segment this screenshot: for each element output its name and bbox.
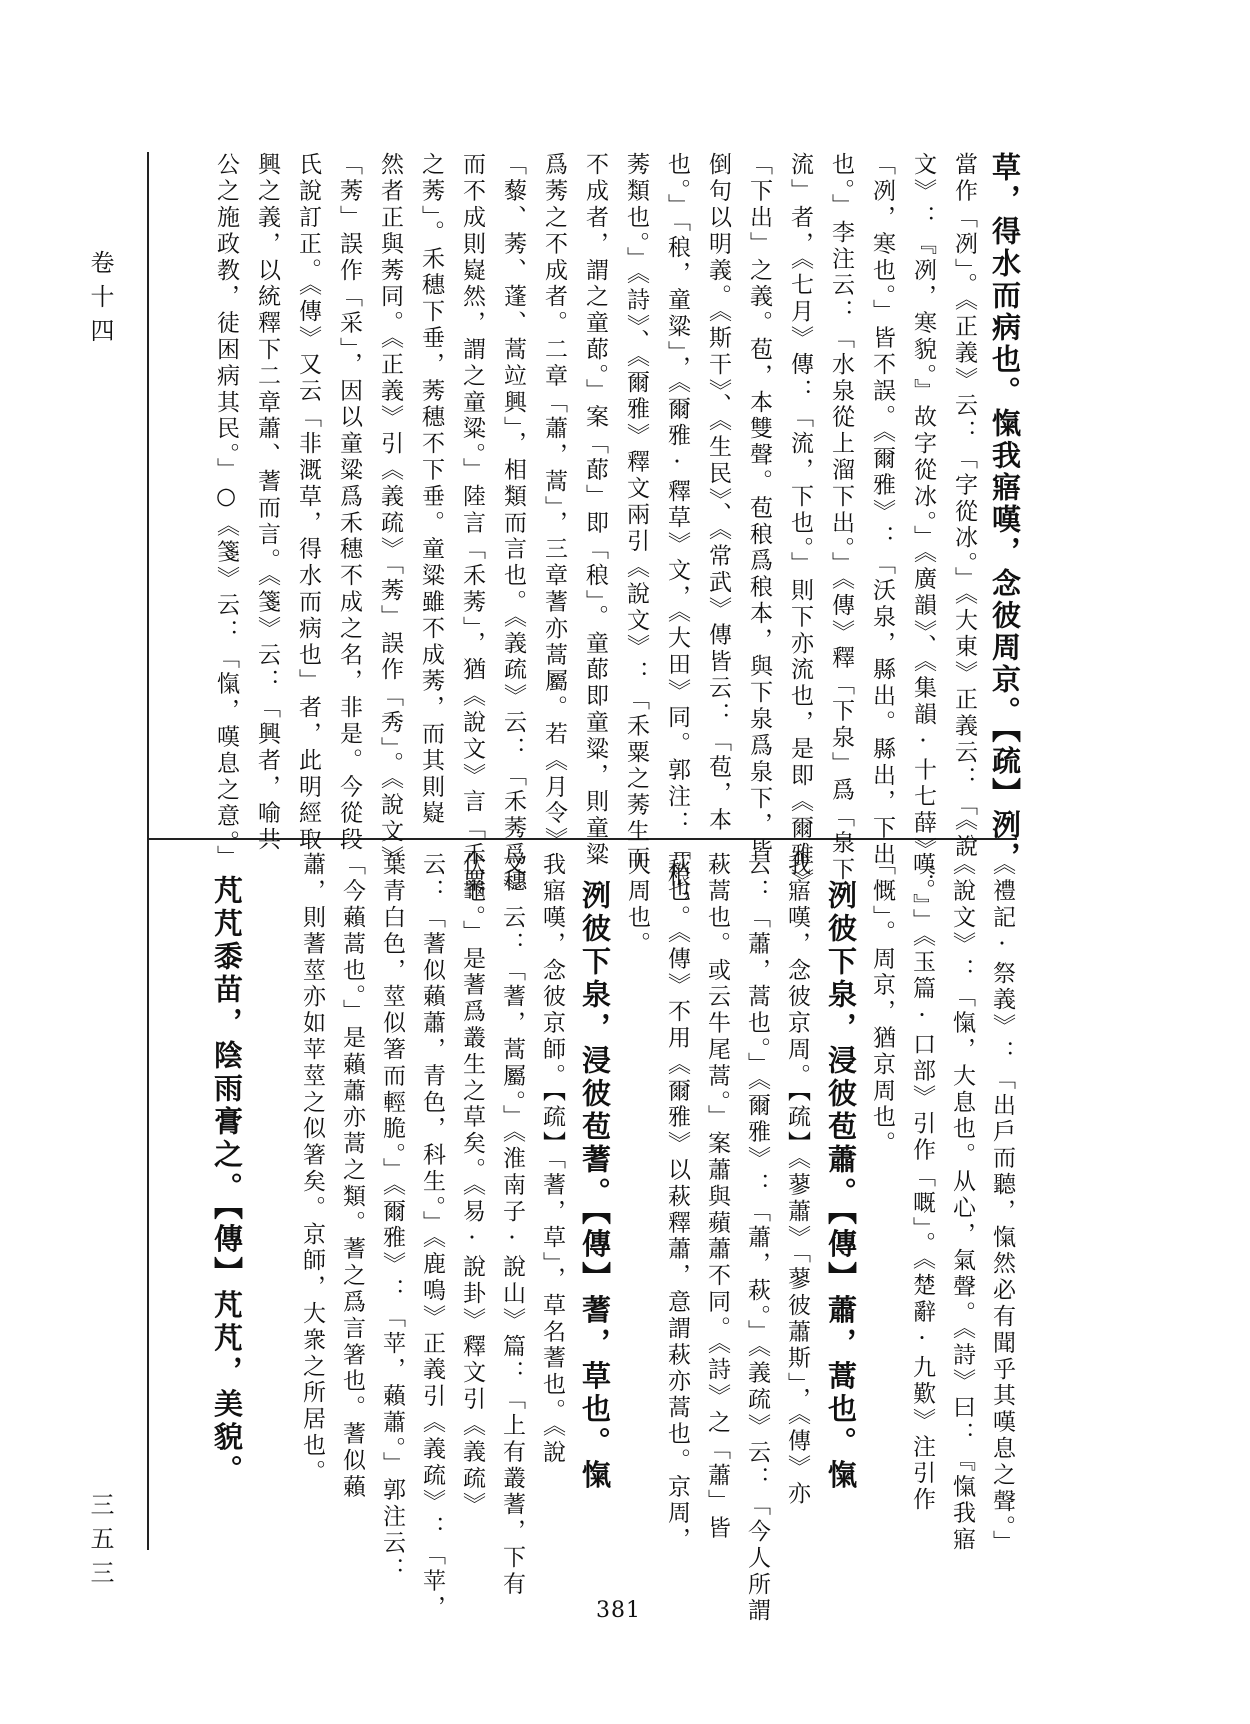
lower-column: 大周也。 [624,852,650,958]
upper-column: 然者正與莠同。《正義》引《義疏》「莠」誤作「秀」。《說文》 [377,152,403,872]
lower-column: 葉青白色，莖似箸而輕脆。」《爾雅》：「苹，藾蕭。」郭注云： [379,852,405,1584]
lower-column: 伏龜。」是蓍爲叢生之草矣。《易·說卦》釋文引《義疏》 [459,852,485,1519]
lower-column: 文》云：「蓍，蒿屬。」《淮南子·說山》篇：「上有叢蓍，下有 [499,852,525,1598]
upper-column: 倒句以明義。《斯干》、《生民》、《常武》傳皆云：「苞，本 [705,152,731,834]
lower-column: 萩也。《傳》不用《爾雅》以萩釋蕭，意謂萩亦蒿也。京周， [664,852,690,1554]
upper-column: 不成者，謂之童蓈。」案「蓈」即「稂」。童蓈即童粱，則童粱 [582,152,608,869]
upper-column: 「藜、莠、蓬、蒿竝興」，相類而言也。《義疏》云：「禾莠爲穗 [500,152,526,895]
lower-column: 「慨」。周京，猶京周也。 [869,852,895,1158]
lower-column: 我寤嘆，念彼京師。【疏】「蓍，草」，草名蓍也。《說 [539,852,565,1466]
upper-column: 也。」「稂，童粱」，《爾雅·釋草》文，《大田》同。郭注：「稂， [664,152,690,916]
upper-column: 「下出」之義。苞，本雙聲。苞稂爲稂本，與下泉爲泉下，皆 [746,152,772,865]
upper-column: 氏說訂正。《傳》又云「非溉草，得水而病也」者，此明經取 [295,152,321,854]
upper-column: 爲莠之不成者。二章「蕭，蒿」，三章蓍亦蒿屬。若《月令》 [541,152,567,854]
lower-column: 芃芃黍苗，陰雨膏之。【傳】芃芃，美貌。 [210,875,244,1488]
upper-column: 之莠」。禾穗下垂，莠穗不下垂。童粱雖不成莠，而其則嶷 [418,152,444,827]
lower-column: 嘆。』」《玉篇·口部》引作「嘅」。《楚辭·九歎》注引作 [909,852,935,1514]
upper-column: 興之義，以統釋下二章蕭、蓍而言。《箋》云：「興者，喻共 [254,152,280,854]
upper-column: 流」者，《七月》傳：「流，下也。」則下亦流也，是即《爾雅》 [787,152,813,895]
lower-column: 云：「蕭，蒿也。」《爾雅》：「蕭，萩。」《義疏》云：「今人所謂 [744,852,770,1625]
upper-column: 公之施政教，徒困病其民。」○《箋》云：「愾，嘆息之意。」 [213,152,239,872]
lower-column: 云：「蓍似藾蕭，青色，科生。」《鹿鳴》正義引《義疏》：「苹， [419,852,445,1621]
upper-column: 也。」李注云：「水泉從上溜下出。」《傳》釋「下泉」爲「泉下 [828,152,854,884]
upper-column: 「莠」誤作「采」，因以童粱爲禾穗不成之名，非是。今從段 [336,152,362,854]
upper-column: 當作「冽」。《正義》云：「字從冰。」《大東》正義云：「《說 [951,152,977,861]
lower-column: 我寤嘆，念彼京周。【疏】《蓼蕭》「蓼彼蕭斯」，《傳》亦 [784,852,810,1508]
lower-column: 「今藾蒿也。」是藾蕭亦蒿之類。蓍之爲言箸也。蓍似藾 [339,852,365,1501]
upper-column: 「冽，寒也。」皆不誤。《爾雅》：「沃泉，縣出。縣出，下出 [869,152,895,869]
left-margin-rule [147,152,149,1550]
lower-column: 《禮記·祭義》：「出戶而聽，愾然必有聞乎其嘆息之聲。」 [989,852,1015,1557]
lower-column: 洌彼下泉，浸彼苞蕭。【傳】蕭，蒿也。愾 [824,880,858,1493]
upper-column: 莠類也。」《詩》、《爾雅》釋文兩引《說文》：「禾粟之莠生而 [623,152,649,872]
lower-column: 蕭，則蓍莖亦如苹莖之似箸矣。京師，大衆之所居也。 [299,852,325,1486]
upper-column: 草，得水而病也。愾我寤嘆，念彼周京。【疏】洌， [988,152,1022,874]
lower-column: 《說文》：「愾，大息也。从心，氣聲。《詩》曰：『愾我寤 [949,852,975,1554]
juan-label: 卷十四 [86,250,114,352]
margin-page-number: 三五三 [86,1492,114,1594]
page-number: 381 [596,1598,641,1623]
lower-column: 洌彼下泉，浸彼苞蓍。【傳】蓍，草也。愾 [578,880,612,1493]
lower-column: 萩蒿也。或云牛尾蒿。」案蕭與蘋蕭不同。《詩》之「蕭」皆 [704,852,730,1542]
upper-column: 而不成則嶷然，謂之童粱。」陸言「禾莠」，猶《說文》言「禾粟 [459,152,485,895]
upper-column: 文》：『冽，寒貌。』故字從冰。」《廣韻》、《集韻·十七薛》： [910,152,936,890]
